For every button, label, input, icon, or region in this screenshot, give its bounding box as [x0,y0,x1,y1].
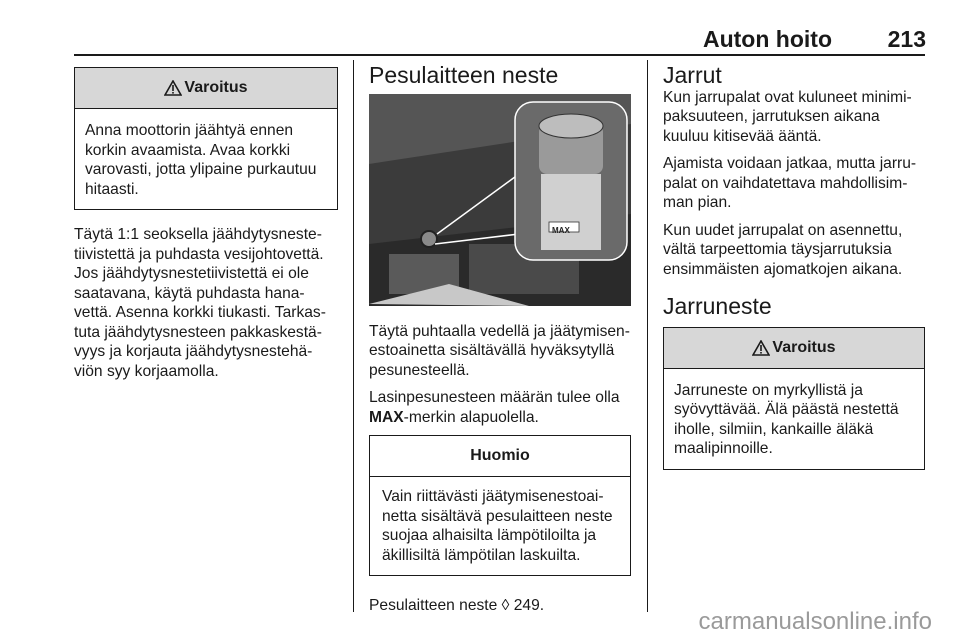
brakes-paragraph-2: Ajamista voidaan jatkaa, mutta jarru-palat on vaihdatettava mahdollisim-man pian. [663,155,917,211]
page-number: 213 [887,26,926,52]
section-heading-brake-fluid: Jarruneste [663,293,772,319]
section-title: Auton hoito [702,26,832,52]
watermark: carmanualsonline.info [698,608,932,635]
warning-text: Jarruneste on myrkyllistä ja syövyttävää. Älä päästä nestettä iholle, silmiin, kankaille äläkä maalipinnoille. [674,381,899,457]
warning-header [664,328,924,369]
brakes-paragraph-1: Kun jarrupalat ovat kuluneet minimi-paksuuteen, jarrutuksen aikana kuuluu kitisevää ääntä. [663,88,912,145]
washer-paragraph-2: Lasinpesunesteen määrän tulee olla MAX-merkin alapuolella. [369,389,620,426]
note-text: Vain riittävästi jäätymisenestoai-netta sisältävä pesulaitteen neste suojaa alhaisilta lämpötiloilta ja äkillisiltä lämpötilan laskuilta. [382,488,613,564]
section-heading-washer-fluid: Pesulaitteen neste [369,62,559,88]
coolant-paragraph: Täytä 1:1 seoksella jäähdytysneste-tiivistettä ja puhdasta vesijohtovettä. Jos jäähdytysnestetiivistettä ei ole saatavana, käytä puhdasta hana-vettä. Asenna korkki tiukasti. Tarkas-tuta jäähdytysnesteen pakkaskestä-vyys ja korjauta jäähdytysnestehä-viön syy korjaamolla. [74,226,326,380]
section-heading-brakes: Jarrut [663,62,722,88]
page-header [0,0,960,56]
brakes-paragraph-3: Kun uudet jarrupalat on asennettu, vältä tarpeettomia täysjarrutuksia ensimmäisten ajomatkojen aikana. [663,221,903,278]
washer-reservoir-photo [369,94,631,306]
page-ref-arrow-icon: ◊ [501,597,510,614]
header-rule [74,54,925,56]
warning-text: Anna moottorin jäähtyä ennen korkin avaamista. Avaa korkki varovasti, jotta ylipaine purkautuu hitaasti. [85,122,317,198]
max-label: MAX [552,225,570,235]
washer-paragraph-1: Täytä puhtaalla vedellä ja jäätymisen-estoainetta sisältävällä hyväksytyllä pesunesteellä. [369,322,630,379]
brake-fluid-warning-box [663,327,925,470]
washer-note-box [369,435,631,576]
warning-title: Varoitus [184,79,248,97]
column-divider-right [647,60,648,612]
warning-triangle-icon [752,340,770,356]
washer-reference: Pesulaitteen neste ◊ 249. [369,597,545,614]
column-divider-left [353,60,354,612]
coolant-warning-box [74,67,338,210]
warning-triangle-icon [164,80,182,96]
left-column [74,67,338,389]
warning-header [75,68,337,109]
max-mark-text: MAX [369,408,404,426]
note-title: Huomio [370,436,630,477]
right-column [663,62,925,470]
warning-title: Varoitus [772,338,836,356]
middle-column [369,62,631,624]
